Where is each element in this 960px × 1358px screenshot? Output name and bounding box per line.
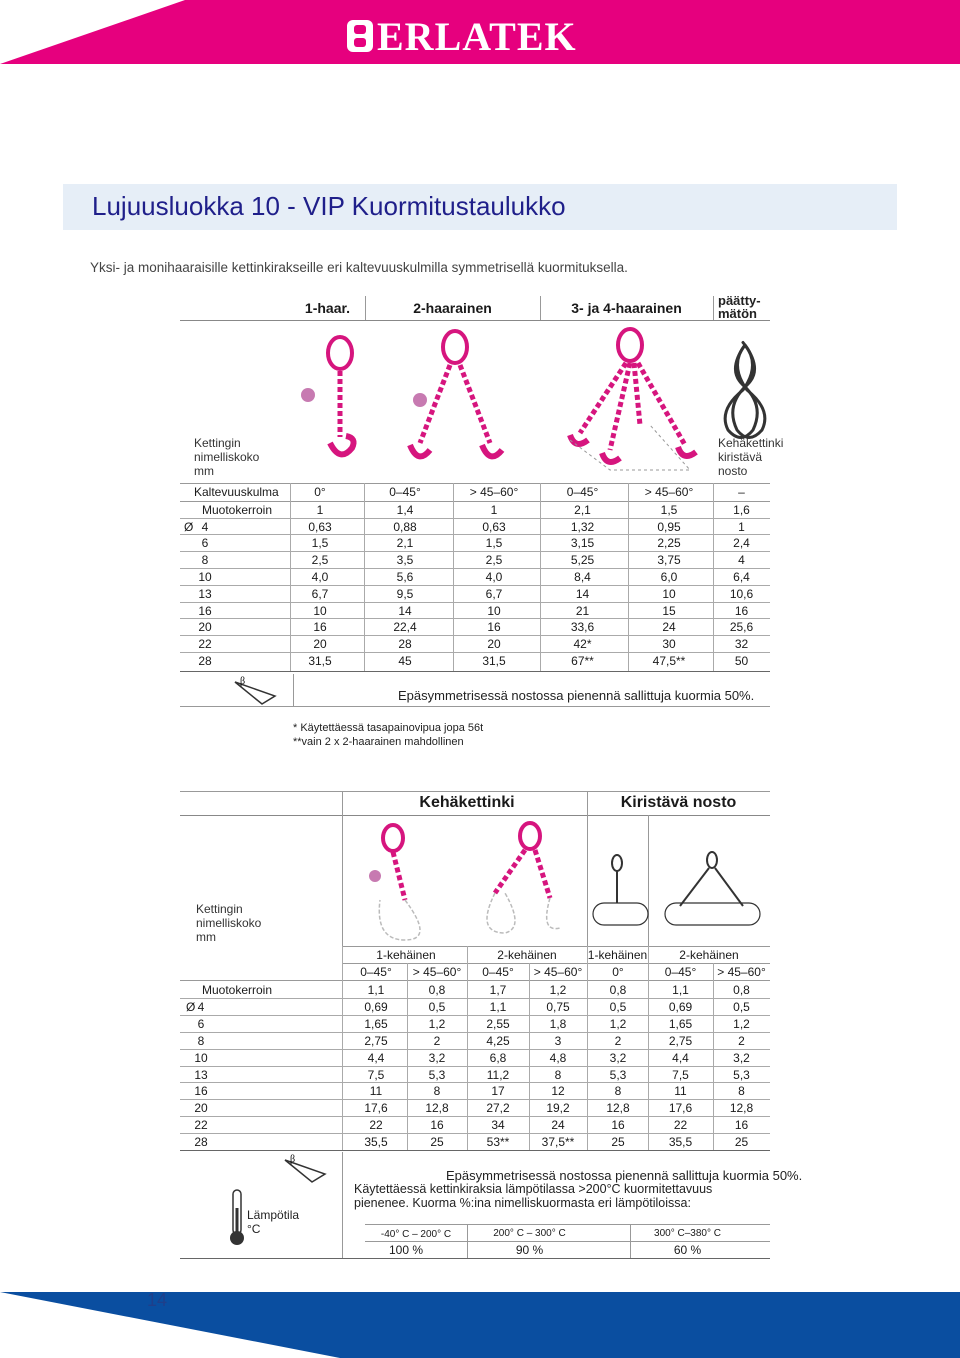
- table2-note-divider: [342, 1152, 343, 1258]
- temp-percent: 90 %: [515, 1243, 544, 1257]
- page-subtitle: Yksi- ja monihaaraisille kettinkirakseille eri kaltevuuskulmilla symmetrisellä kuormituksella.: [90, 260, 628, 275]
- size-cell: 10: [198, 570, 212, 584]
- value-cell: 21: [575, 603, 590, 618]
- value-cell: 11: [674, 1084, 687, 1099]
- table2-row-rule: [180, 1015, 770, 1016]
- size-cell: 22: [194, 1118, 208, 1133]
- value-cell: 1,5: [485, 536, 503, 551]
- value-cell: 1,2: [428, 1016, 446, 1031]
- footnote: * Käytettäessä tasapainovipua jopa 56t: [293, 722, 484, 734]
- double-basket-chain-icon: [487, 823, 560, 933]
- value-cell: 0,69: [364, 999, 388, 1014]
- angle-cell: 0–45°: [664, 965, 697, 979]
- value-cell: 53**: [486, 1135, 510, 1150]
- value-cell: 24: [551, 1118, 565, 1133]
- size-cell: 6: [197, 1016, 205, 1031]
- endless-label-line: kiristävä: [718, 450, 763, 464]
- value-cell: 6,7: [311, 586, 329, 601]
- size-cell: 20: [198, 620, 212, 635]
- value-cell: 1,2: [609, 1016, 627, 1031]
- factor-row-label: Muotokerroin: [201, 502, 272, 517]
- table1-endless-label: [718, 436, 783, 478]
- table1-row-rule: [180, 635, 770, 636]
- temp-table-top-rule: [365, 1224, 770, 1225]
- table2-head-choke: Kiristävä nosto: [620, 794, 737, 811]
- factor-row-label: Muotokerroin: [201, 983, 272, 997]
- value-cell: 22,4: [393, 620, 417, 635]
- value-cell: 20: [313, 637, 327, 652]
- value-cell: 2,75: [668, 1033, 693, 1048]
- table1-note-divider: [293, 674, 294, 706]
- value-cell: 25: [734, 1135, 749, 1150]
- value-cell: 14: [575, 586, 590, 601]
- factor-cell: 1,6: [733, 502, 750, 517]
- value-cell: 0,95: [657, 519, 681, 534]
- value-cell: 1: [738, 519, 745, 534]
- table2-bottom-rule: [180, 1150, 770, 1151]
- value-cell: 5,3: [733, 1067, 750, 1082]
- value-cell: 25,6: [729, 620, 754, 635]
- angle-row-label: Kaltevuuskulma: [194, 485, 279, 499]
- value-cell: 0,69: [668, 999, 693, 1014]
- factor-cell: 1,4: [396, 502, 414, 517]
- value-cell: 2,75: [364, 1033, 388, 1048]
- table1-head-34haar: 3- ja 4-haarainen: [571, 300, 682, 316]
- footer-corner: [0, 1292, 340, 1358]
- endless-label-line: Kehäkettinki: [718, 436, 784, 450]
- value-cell: 11,2: [486, 1067, 510, 1082]
- thermometer-icon: [227, 1188, 247, 1248]
- size-prefix: Ø: [186, 999, 196, 1014]
- temp-note-line: pienenee. Kuorma %:ina nimelliskuormasta eri lämpötiloissa:: [354, 1196, 691, 1210]
- value-cell: 12: [551, 1084, 565, 1099]
- value-cell: 8: [738, 1084, 745, 1099]
- factor-cell: 1: [316, 502, 324, 517]
- table2-size-label: [196, 902, 261, 944]
- table1-head-endless: päätty- mätön: [718, 293, 761, 321]
- factor-cell: 0,8: [609, 983, 627, 997]
- value-cell: 6,8: [489, 1050, 507, 1065]
- endless-chain-icon: [725, 343, 765, 438]
- value-cell: 50: [734, 654, 749, 668]
- size-label-line: nimelliskoko: [196, 916, 262, 930]
- value-cell: 1,8: [549, 1016, 567, 1031]
- value-cell: 17: [491, 1084, 505, 1099]
- angle-cell: 0°: [612, 965, 624, 979]
- size-cell: 4: [201, 519, 209, 534]
- table2-chain-illustrations: [345, 818, 770, 946]
- table1-row-rule: [180, 652, 770, 653]
- table1-head-2haar: 2-haarainen: [413, 300, 492, 316]
- size-label-line: Kettingin: [196, 902, 243, 916]
- two-leg-chain-icon: [410, 331, 502, 456]
- table2-row-rule: [180, 1099, 770, 1100]
- size-cell: 8: [201, 553, 209, 568]
- value-cell: 3,75: [657, 553, 681, 568]
- temp-range: 200° C – 300° C: [493, 1228, 566, 1239]
- table1-row-rule: [180, 585, 770, 586]
- value-cell: 35,5: [364, 1135, 388, 1150]
- value-cell: 35,5: [668, 1135, 693, 1150]
- table1-chain-illustrations: [290, 325, 770, 475]
- factor-cell: 1,1: [367, 983, 385, 997]
- size-cell: 4: [197, 999, 205, 1014]
- temp-range: 300° C–380° C: [654, 1228, 721, 1239]
- value-cell: 12,8: [606, 1101, 630, 1116]
- factor-cell: 0,8: [733, 983, 750, 997]
- factor-cell: 1,1: [672, 983, 689, 997]
- value-cell: 3: [554, 1033, 562, 1048]
- table1-row-rule: [180, 568, 770, 569]
- value-cell: 0,63: [482, 519, 506, 534]
- angle-cell: 0–45°: [389, 485, 421, 499]
- svg-text:β: β: [240, 676, 246, 687]
- table2-head-rule: [180, 815, 770, 816]
- value-cell: 6,0: [660, 570, 678, 584]
- logo-text: ERLATEK: [377, 14, 577, 59]
- temp-label-line: Lämpötila: [247, 1208, 300, 1222]
- temp-note-line: Käytettäessä kettinkiraksia lämpötilassa >200°C kuormitettavuus: [354, 1182, 713, 1196]
- table2-row-rule: [180, 1049, 770, 1050]
- size-cell: 13: [198, 586, 212, 601]
- factor-cell: 1,7: [489, 983, 507, 997]
- value-cell: 2,25: [657, 536, 681, 551]
- value-cell: 3,15: [570, 536, 595, 551]
- table2-head-loop: Kehäkettinki: [419, 794, 515, 811]
- value-cell: 14: [398, 603, 412, 618]
- value-cell: 2: [433, 1033, 441, 1048]
- angle-cell: > 45–60°: [533, 965, 583, 979]
- size-label-line: mm: [194, 464, 214, 478]
- factor-cell: 1,2: [549, 983, 567, 997]
- value-cell: 6,7: [485, 586, 503, 601]
- size-cell: 28: [194, 1135, 208, 1150]
- single-basket-chain-icon: [369, 825, 420, 940]
- value-cell: 5,6: [396, 570, 414, 584]
- value-cell: 11: [369, 1084, 383, 1099]
- value-cell: 16: [734, 1118, 749, 1133]
- table1-footnotes: [293, 721, 483, 749]
- value-cell: 0,5: [733, 999, 750, 1014]
- value-cell: 7,5: [367, 1067, 385, 1082]
- value-cell: 1,2: [733, 1016, 750, 1031]
- table1-head-divider: [713, 296, 714, 320]
- value-cell: 42*: [573, 637, 592, 652]
- value-cell: 8: [433, 1084, 441, 1099]
- value-cell: 17,6: [668, 1101, 693, 1116]
- value-cell: 3,2: [733, 1050, 750, 1065]
- value-cell: 12,8: [729, 1101, 754, 1116]
- factor-cell: 1,5: [660, 502, 678, 517]
- value-cell: 22: [369, 1118, 383, 1133]
- table2-row-rule: [180, 1066, 770, 1067]
- asymmetric-load-icon: [280, 1152, 330, 1184]
- ring-type-cell: 1-kehäinen: [376, 948, 436, 962]
- size-label-line: mm: [196, 930, 216, 944]
- table1-head-1haar: 1-haar.: [304, 300, 351, 316]
- value-cell: 2,1: [396, 536, 414, 551]
- angle-cell: 0°: [314, 485, 326, 499]
- value-cell: 1,1: [489, 999, 507, 1014]
- size-cell: 20: [194, 1101, 208, 1116]
- table1-row-rule: [180, 602, 770, 603]
- value-cell: 30: [662, 637, 676, 652]
- table1-note-rule: [180, 706, 770, 707]
- table2-top-rule: [180, 791, 770, 792]
- table1-row-rule: [180, 551, 770, 552]
- value-cell: 25: [611, 1135, 625, 1150]
- value-cell: 4,4: [672, 1050, 689, 1065]
- value-cell: 10: [662, 586, 676, 601]
- value-cell: 2,4: [733, 536, 750, 551]
- single-leg-chain-icon: [301, 337, 354, 454]
- table1-bottom-rule: [180, 671, 770, 672]
- value-cell: 4,0: [311, 570, 329, 584]
- value-cell: 45: [398, 654, 412, 668]
- value-cell: 7,5: [672, 1067, 689, 1082]
- table1-row-rule: [180, 518, 770, 519]
- value-cell: 16: [313, 620, 327, 635]
- single-choke-icon: [593, 855, 648, 925]
- value-cell: 31,5: [308, 654, 332, 668]
- value-cell: 31,5: [482, 654, 506, 668]
- value-cell: 0,88: [393, 519, 417, 534]
- value-cell: 17,6: [364, 1101, 388, 1116]
- ring-type-cell: 2-kehäinen: [497, 948, 557, 962]
- value-cell: 2,5: [311, 553, 329, 568]
- value-cell: 32: [734, 637, 749, 652]
- value-cell: 2: [738, 1033, 745, 1048]
- asymmetric-load-icon: [230, 674, 280, 706]
- angle-cell: > 45–60°: [717, 965, 766, 979]
- value-cell: 15: [662, 603, 676, 618]
- value-cell: 4,0: [485, 570, 503, 584]
- value-cell: 3,2: [609, 1050, 627, 1065]
- value-cell: 37,5**: [541, 1135, 575, 1150]
- value-cell: 3,2: [428, 1050, 446, 1065]
- angle-cell: 0–45°: [482, 965, 514, 979]
- value-cell: 6,4: [733, 570, 750, 584]
- size-prefix: Ø: [184, 519, 194, 534]
- four-leg-chain-icon: [570, 329, 696, 470]
- table1-asym-note: Epäsymmetrisessä nostossa pienennä sallittuja kuormia 50%.: [398, 688, 755, 703]
- value-cell: 0,5: [428, 999, 446, 1014]
- logo-chain-icon: [345, 18, 375, 54]
- temperature-label: [247, 1208, 299, 1236]
- value-cell: 2: [614, 1033, 622, 1048]
- value-cell: 10,6: [729, 586, 754, 601]
- value-cell: 0,63: [308, 519, 332, 534]
- temp-table-bottom-rule: [180, 1258, 770, 1259]
- value-cell: 1,65: [668, 1016, 693, 1031]
- value-cell: 34: [491, 1118, 505, 1133]
- size-cell: 16: [198, 603, 212, 618]
- angle-cell: –: [738, 485, 745, 499]
- value-cell: 5,25: [570, 553, 595, 568]
- size-cell: 16: [194, 1084, 208, 1099]
- value-cell: 8,4: [574, 570, 591, 584]
- table1-row-rule: [180, 618, 770, 619]
- table2-row-rule: [180, 1133, 770, 1134]
- page-title: Lujuusluokka 10 - VIP Kuormitustaulukko: [92, 191, 566, 221]
- value-cell: 8: [614, 1084, 622, 1099]
- value-cell: 28: [398, 637, 412, 652]
- table2-row-rule: [180, 1082, 770, 1083]
- value-cell: 10: [313, 603, 327, 618]
- footnote: **vain 2 x 2-haarainen mahdollinen: [293, 736, 464, 748]
- brand-logo: [345, 14, 577, 60]
- value-cell: 67**: [571, 654, 594, 668]
- value-cell: 5,3: [609, 1067, 627, 1082]
- svg-text:β: β: [290, 1154, 296, 1165]
- value-cell: 20: [487, 637, 501, 652]
- value-cell: 4,4: [367, 1050, 385, 1065]
- temp-range: -40° C – 200° C: [380, 1229, 452, 1240]
- value-cell: 9,5: [396, 586, 414, 601]
- value-cell: 8: [554, 1067, 562, 1082]
- angle-cell: > 45–60°: [412, 965, 462, 979]
- factor-cell: 0,8: [428, 983, 446, 997]
- value-cell: 2,5: [485, 553, 503, 568]
- table2-row-rule: [180, 1032, 770, 1033]
- factor-cell: 1: [490, 502, 498, 517]
- size-cell: 22: [198, 637, 212, 652]
- table1-row-rule: [180, 534, 770, 535]
- table1-rule: [180, 483, 770, 484]
- table2-head-divider: [342, 791, 343, 946]
- value-cell: 27,2: [486, 1101, 510, 1116]
- value-cell: 19,2: [546, 1101, 570, 1116]
- ring-type-cell: 1-kehäinen: [587, 948, 648, 962]
- size-label-line: nimelliskoko: [194, 450, 260, 464]
- double-choke-icon: [665, 852, 760, 925]
- value-cell: 16: [734, 603, 749, 618]
- header-corner: [0, 0, 185, 64]
- value-cell: 4: [738, 553, 745, 568]
- angle-cell: > 45–60°: [469, 485, 519, 499]
- value-cell: 12,8: [425, 1101, 449, 1116]
- value-cell: 0,5: [609, 999, 627, 1014]
- size-cell: 6: [201, 536, 209, 551]
- value-cell: 1,5: [311, 536, 329, 551]
- value-cell: 47,5**: [652, 654, 686, 668]
- size-cell: 13: [194, 1067, 208, 1082]
- value-cell: 4,25: [486, 1033, 510, 1048]
- value-cell: 16: [611, 1118, 625, 1133]
- value-cell: 2,55: [486, 1016, 510, 1031]
- value-cell: 16: [487, 620, 501, 635]
- table2-asym-note: Epäsymmetrisessä nostossa pienennä sallittuja kuormia 50%.: [446, 1168, 803, 1183]
- value-cell: 5,3: [428, 1067, 446, 1082]
- value-cell: 33,6: [570, 620, 595, 635]
- page-number: 14: [147, 1290, 168, 1310]
- endless-label-line: nosto: [718, 464, 748, 478]
- value-cell: 4,8: [549, 1050, 567, 1065]
- temp-percent: 60 %: [673, 1243, 702, 1257]
- temp-label-line: °C: [247, 1222, 261, 1236]
- ring-type-cell: 2-kehäinen: [679, 948, 739, 962]
- value-cell: 3,5: [396, 553, 414, 568]
- table2-row-rule: [180, 1116, 770, 1117]
- value-cell: 10: [487, 603, 501, 618]
- size-cell: 8: [197, 1033, 205, 1048]
- angle-cell: 0–45°: [566, 485, 599, 499]
- table2-rule: [342, 946, 770, 947]
- temp-percent: 100 %: [388, 1243, 424, 1257]
- value-cell: 24: [662, 620, 676, 635]
- value-cell: 0,75: [546, 999, 570, 1014]
- angle-cell: > 45–60°: [644, 485, 694, 499]
- temperature-note: [354, 1182, 712, 1210]
- angle-cell: 0–45°: [360, 965, 392, 979]
- factor-cell: 2,1: [574, 502, 591, 517]
- value-cell: 1,32: [570, 519, 595, 534]
- value-cell: 16: [430, 1118, 444, 1133]
- value-cell: 25: [430, 1135, 444, 1150]
- table1-top-rule: [180, 320, 770, 321]
- size-label-line: Kettingin: [194, 436, 241, 450]
- size-cell: 28: [198, 654, 212, 668]
- value-cell: 1,65: [364, 1016, 388, 1031]
- table2-row-rule: [180, 998, 770, 999]
- value-cell: 22: [673, 1118, 688, 1133]
- table1-size-label: [194, 436, 259, 478]
- size-cell: 10: [194, 1050, 208, 1065]
- table2-rule: [180, 980, 770, 981]
